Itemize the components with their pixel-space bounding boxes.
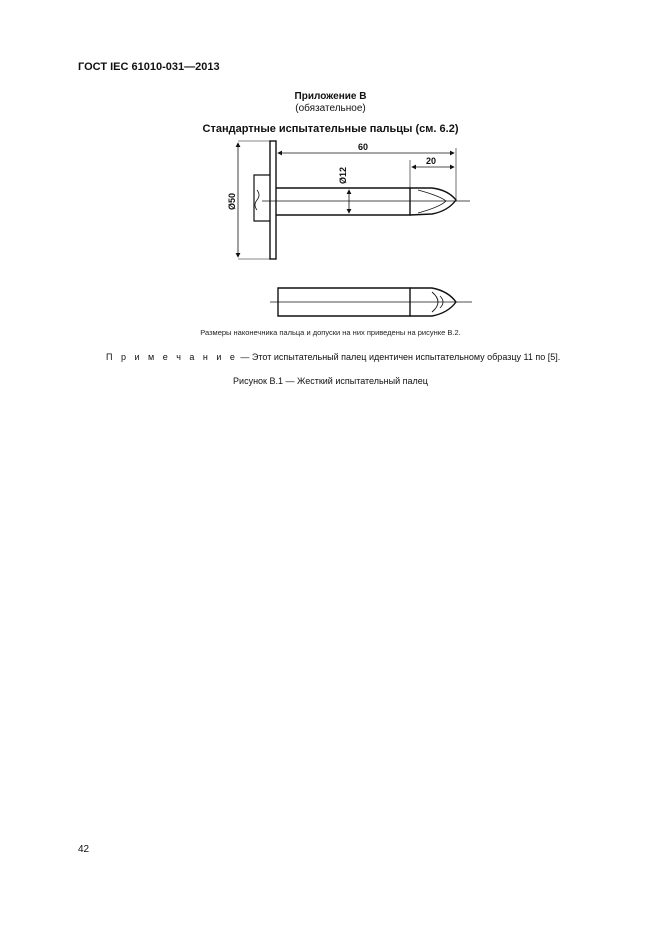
tip-length-label: 20: [425, 156, 437, 166]
finger-tip: [410, 188, 456, 215]
finger-plate: [270, 141, 276, 259]
note-label: П р и м е ч а н и е: [106, 352, 238, 362]
finger-body: [276, 188, 410, 215]
finger-diameter-label: Ø12: [338, 166, 348, 184]
document-header: ГОСТ IEC 61010-031—2013: [78, 61, 220, 73]
section-title: Стандартные испытательные пальцы (см. 6.2): [202, 123, 459, 135]
finger-handle-stub: [254, 175, 270, 221]
figure-caption: Рисунок В.1 — Жесткий испытательный палец: [233, 376, 428, 386]
rigid-test-finger-drawing: [0, 0, 661, 340]
page-number: 42: [78, 844, 90, 855]
length-label: 60: [357, 142, 369, 152]
figure-sub-caption: Размеры наконечника пальца и допуски на них приведены на рисунке В.2.: [200, 328, 461, 337]
note-text: — Этот испытательный палец идентичен испытательному образцу 11 по [5].: [237, 352, 561, 362]
annex-title: Приложение В: [294, 91, 367, 102]
note: [106, 352, 560, 362]
plate-diameter-label: Ø50: [227, 192, 237, 210]
annex-status: (обязательное): [295, 103, 366, 114]
